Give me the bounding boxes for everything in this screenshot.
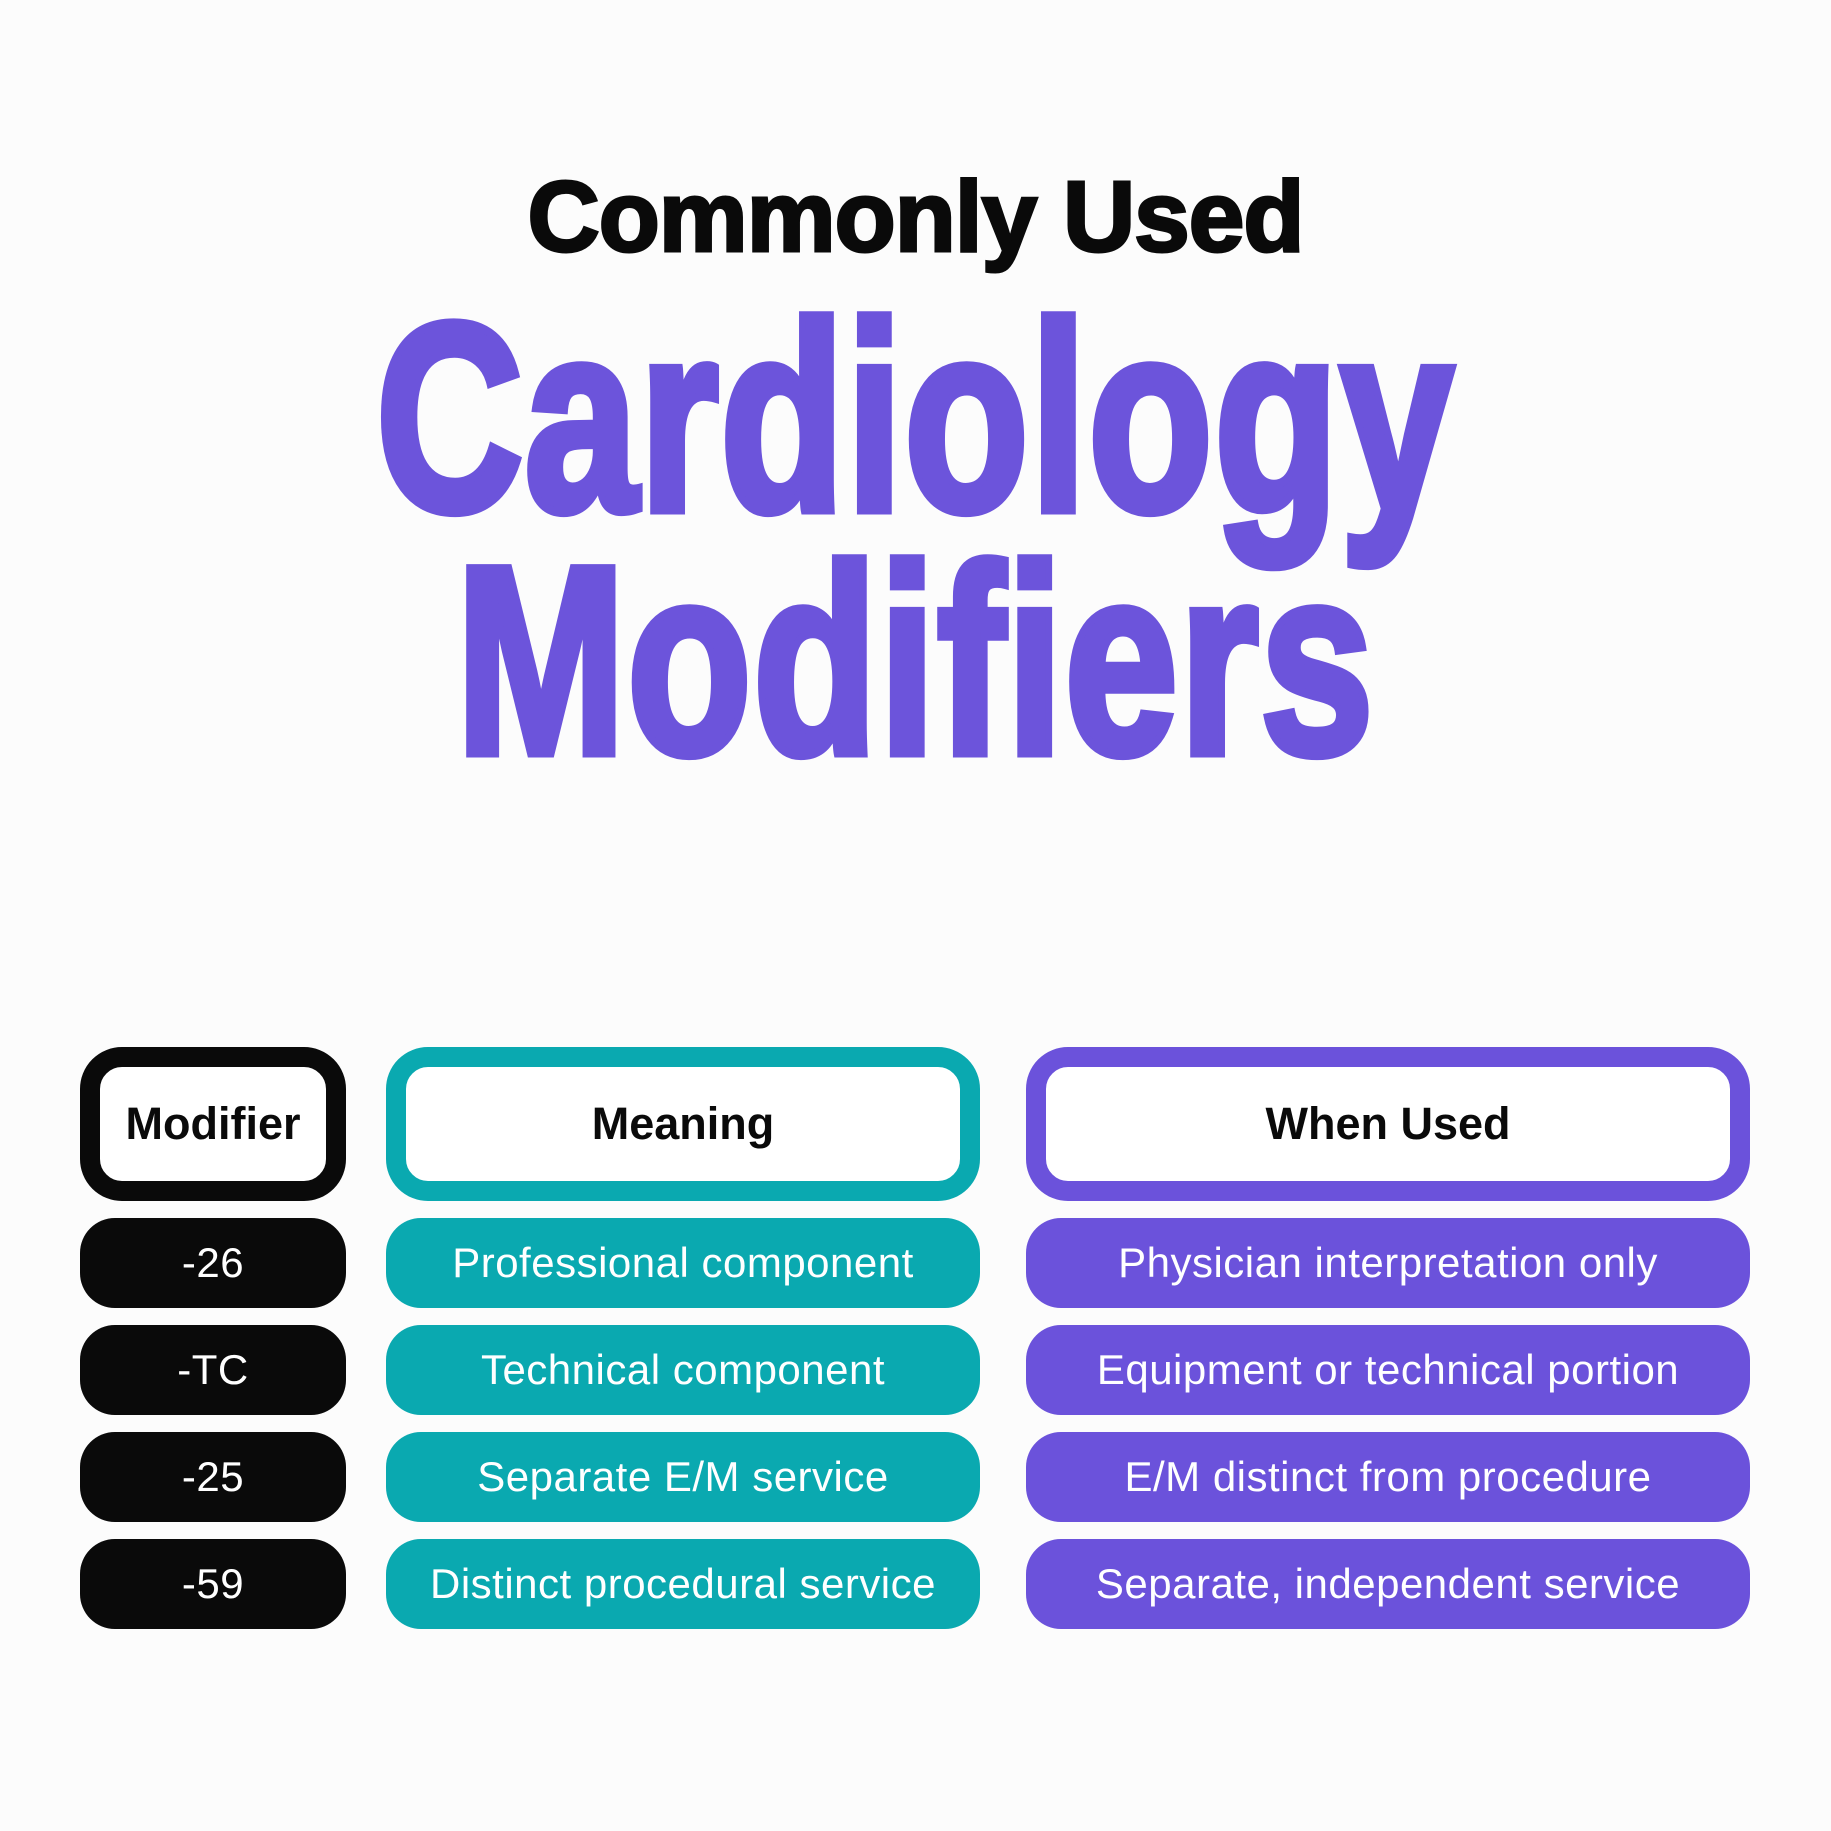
modifier-cell-26: -26	[80, 1218, 346, 1308]
column-meaning	[386, 1047, 980, 1629]
main-title	[0, 267, 1831, 810]
main-title-line1: Cardiology	[376, 267, 1455, 567]
main-title-line2: Modifiers	[455, 510, 1376, 810]
column-when-used	[1026, 1047, 1750, 1629]
column-header-when-used-label: When Used	[1265, 1098, 1511, 1149]
column-header-modifier	[80, 1047, 346, 1201]
column-header-meaning	[386, 1047, 980, 1201]
when-used-cell-separate-independent: Separate, independent service	[1026, 1539, 1750, 1629]
column-header-modifier-label: Modifier	[125, 1098, 301, 1149]
column-modifier	[80, 1047, 346, 1629]
meaning-cell-separate-em-service: Separate E/M service	[386, 1432, 980, 1522]
modifier-cell-25: -25	[80, 1432, 346, 1522]
when-used-cell-em-distinct: E/M distinct from procedure	[1026, 1432, 1750, 1522]
eyebrow-title: Commonly Used	[527, 161, 1304, 273]
when-used-cell-physician-interpretation: Physician interpretation only	[1026, 1218, 1750, 1308]
meaning-cell-technical-component: Technical component	[386, 1325, 980, 1415]
column-header-when-used	[1026, 1047, 1750, 1201]
meaning-cell-professional-component: Professional component	[386, 1218, 980, 1308]
column-header-meaning-label: Meaning	[591, 1098, 775, 1149]
when-used-cell-equipment-technical: Equipment or technical portion	[1026, 1325, 1750, 1415]
modifier-cell-tc: -TC	[80, 1325, 346, 1415]
meaning-cell-distinct-procedural-service: Distinct procedural service	[386, 1539, 980, 1629]
modifier-cell-59: -59	[80, 1539, 346, 1629]
